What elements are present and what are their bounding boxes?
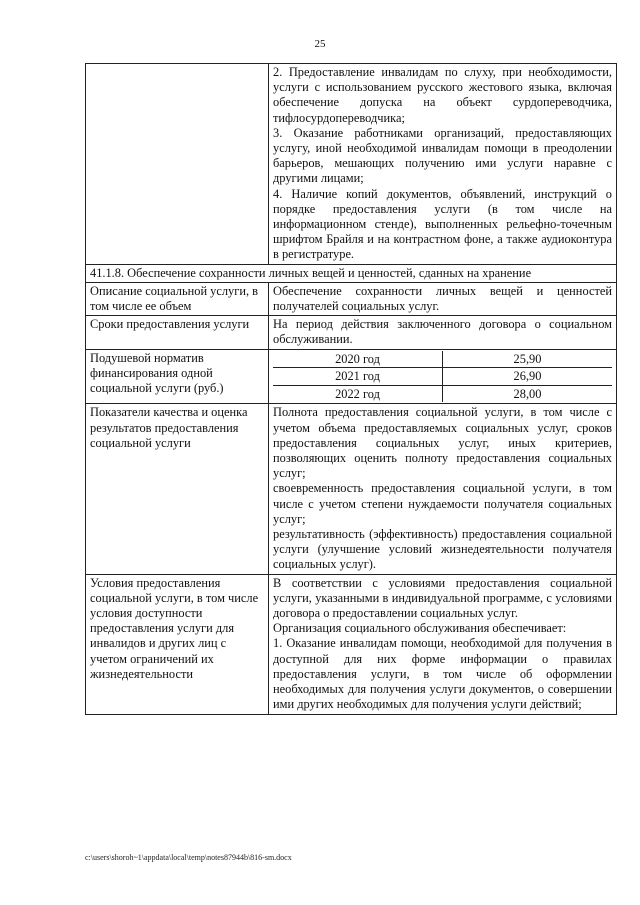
year-label: 2021 год <box>273 368 443 386</box>
year-value: 25,90 <box>443 351 613 368</box>
year-label: 2020 год <box>273 351 443 368</box>
row-text <box>269 404 617 574</box>
conditions-row <box>86 574 617 714</box>
empty-label-cell <box>86 64 269 265</box>
quality-row <box>86 404 617 574</box>
paragraph: В соответствии с условиями предоставления социальной услуги, указанными в индивидуальной программе, с условиями договора о предоставлении социальных услуг. <box>273 575 612 621</box>
description-row <box>86 282 617 315</box>
paragraph: 4. Наличие копий документов, объявлений, инструкций о порядке предоставления услуги (в том числе на информационном стенде), выполненных рельефно-точечным шрифтом Брайля и на контрастном фоне, а также аудиоконтура в регистратуре. <box>273 186 612 262</box>
paragraph: результативность (эффективность) предоставления социальной услуги (улучшение условий жизнедеятельности получателя социальных услуг). <box>273 527 612 572</box>
paragraph: 2. Предоставление инвалидам по слуху, при необходимости, услуги с использованием русского жестового языка, включая обеспечение допуска на объект сурдопереводчика, тифлосурдопереводчика; <box>273 65 612 125</box>
page-number: 25 <box>314 38 326 50</box>
financing-year-row <box>273 385 612 402</box>
footer-file-path: c:\users\shoroh~1\appdata\local\temp\notes87944b\816-sm.docx <box>85 853 292 862</box>
row-label: Сроки предоставления услуги <box>86 316 269 349</box>
services-table <box>85 63 617 715</box>
row-label: Подушевой норматив финансирования одной социальной услуги (руб.) <box>86 349 269 404</box>
row-text: Обеспечение сохранности личных вещей и ценностей получателей социальных услуг. <box>269 282 617 315</box>
paragraph: Полнота предоставления социальной услуги, в том числе с учетом объема предоставляемых социальных услуг, сроков предоставления социальных услуг, иных критериев, позволяющих оценить полноту предоставления социальных услуг; <box>273 405 612 481</box>
section-title: 41.1.8. Обеспечение сохранности личных вещей и ценностей, сданных на хранение <box>86 264 617 282</box>
row-text <box>269 574 617 714</box>
continuation-text-cell <box>269 64 617 265</box>
row-text: На период действия заключенного договора о социальном обслуживании. <box>269 316 617 349</box>
paragraph: Организация социального обслуживания обеспечивает: <box>273 621 567 636</box>
row-label: Описание социальной услуги, в том числе ее объем <box>86 282 269 315</box>
continuation-row <box>86 64 617 265</box>
financing-year-row <box>273 368 612 386</box>
financing-table <box>273 351 612 403</box>
paragraph: 1. Оказание инвалидам помощи, необходимой для получения в доступной для них форме информации о правилах предоставления услуги, в том числе об оформлении необходимых для получения услуги документов, о совершении ими других необходимых для получения услуги действий; <box>273 636 612 712</box>
paragraph: 3. Оказание работниками организаций, предоставляющих услугу, иной необходимой инвалидам помощи в преодолении барьеров, мешающих получению ими услуги наравне с другими лицами; <box>273 125 612 186</box>
row-label: Условия предоставления социальной услуги, в том числе условия доступности предоставления услуги для инвалидов и других лиц с учетом ограничений их жизнедеятельности <box>86 574 269 714</box>
paragraph: своевременность предоставления социальной услуги, в том числе с учетом степени нуждаемости получателя социальных услуг; <box>273 481 612 526</box>
financing-row <box>86 349 617 404</box>
year-value: 28,00 <box>443 385 613 402</box>
financing-year-row <box>273 351 612 368</box>
year-value: 26,90 <box>443 368 613 386</box>
terms-row <box>86 316 617 349</box>
year-label: 2022 год <box>273 385 443 402</box>
financing-cell <box>269 349 617 404</box>
row-label: Показатели качества и оценка результатов предоставления социальной услуги <box>86 404 269 574</box>
section-title-row <box>86 264 617 282</box>
